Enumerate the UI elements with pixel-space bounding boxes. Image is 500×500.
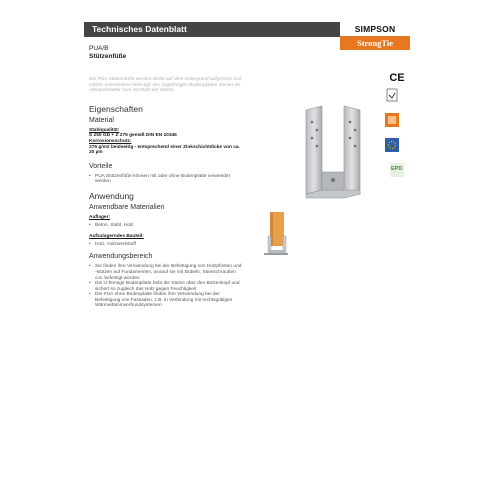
list-item: • Die PUA ohne Bodenplatte finden ihre Verwendung bei der Befestigung von Fassaden, z.B. in Verbindung mit rechtsgültigen Wärmedämmverbundsystemen [89, 292, 242, 309]
ce-mark-icon: CE [389, 72, 405, 84]
list-item: • Sie finden ihre Verwendung bei der Befestigung von Holzpfosten und -stützen auf Fundamenten, worauf sie mit Dübeln, Steinschrauben o.ä. befestigt werden [89, 264, 242, 281]
simpson-strongtie-logo [340, 22, 410, 50]
installation-image [262, 212, 290, 258]
auflager-list [89, 223, 242, 229]
certification-column [385, 72, 409, 183]
logo-brand-top: SIMPSON [340, 22, 410, 36]
list-item: • PUA Stützenfüße können mit oder ohne Bodenplatte verwendet werden [89, 174, 242, 185]
intro-text: Die PUA Stützenfüße werden direkt auf dem Untergrund aufgesetzt und mittels Ankerbolzen befestigt. Die zugehörigen Bodenplatten dienen als Abstandshalter zum Hirnholz der Stütze. [89, 77, 242, 94]
heading-vorteile: Vorteile [89, 162, 113, 170]
corrosion-value: 275 g/m2 beidseitig - entsprechend einer Zinkschichtdicke von ca. 20 µm [89, 144, 240, 156]
header-title: Technisches Datenblatt [92, 24, 187, 34]
vorteile-list [89, 174, 242, 185]
content-column [89, 77, 242, 315]
heading-eigenschaften: Eigenschaften [89, 103, 143, 114]
heading-material: Material [89, 116, 114, 124]
steel-value: S 250 GD + Z 275 gemäß DIN EN 10346 [89, 133, 177, 139]
heading-materialien: Anwendbare Materialien [89, 203, 165, 211]
bauteil-list [89, 242, 242, 248]
epd-label: EPD [391, 166, 403, 172]
heading-anwendung: Anwendung [89, 190, 134, 201]
logo-brand-bottom: StrongTie [340, 36, 410, 50]
document-certificate-icon [385, 88, 399, 102]
auflager-label: Auflager: [89, 214, 111, 220]
bauteil-label: Aufzulagerndes Bauteil: [89, 234, 144, 240]
eu-stars-icon [385, 138, 399, 152]
epd-icon [390, 163, 404, 177]
product-name: Stützenfüße [89, 52, 127, 60]
corrosion-label: Korrosionsschutz: [89, 138, 132, 144]
list-item: • Die U-förmige Bodenplatte hebt die Stütze über den Bolzenkopf und sichert so zugleich das Holz gegen Feuchtigkeit [89, 281, 242, 292]
list-item: • Holz, Holzwerkstoff [89, 242, 242, 248]
approval-orange-icon [385, 113, 399, 127]
product-subtitle [89, 45, 126, 60]
heading-anwendungsbereich: Anwendungsbereich [89, 253, 153, 261]
list-item: • Beton, Stahl, Holz [89, 223, 242, 229]
anwendungsbereich-list [89, 264, 242, 309]
product-image [300, 102, 370, 207]
product-code: PUA/B [89, 45, 109, 52]
steel-label: Stahlqualität: [89, 127, 120, 133]
